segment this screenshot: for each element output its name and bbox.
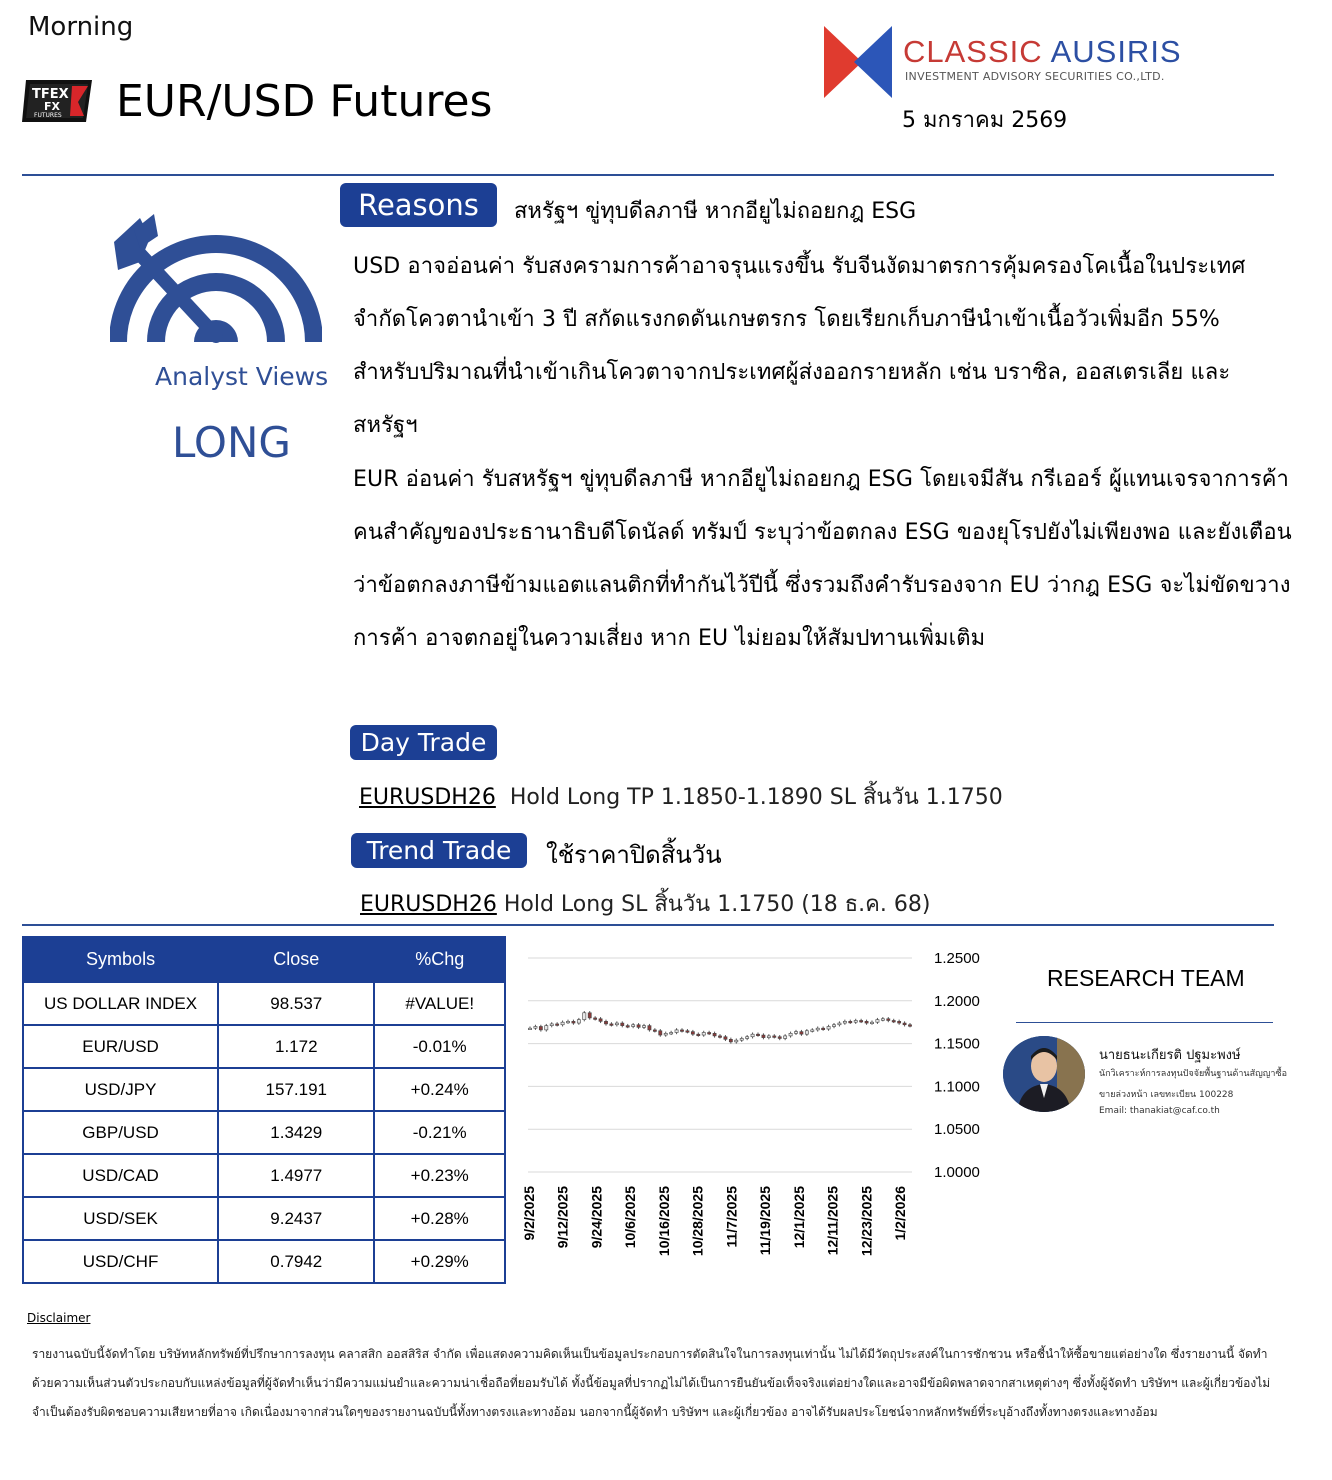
- chart-candle: [816, 1028, 819, 1030]
- chart-candle: [773, 1036, 776, 1038]
- chart-candle: [713, 1033, 716, 1036]
- brand-name-classic: CLASSIC: [903, 34, 1043, 69]
- day-trade-line: [359, 779, 1003, 814]
- svg-text:FUTURES: FUTURES: [34, 112, 62, 119]
- table-row: [23, 1025, 505, 1068]
- chart-candle: [892, 1020, 895, 1022]
- chart-candle: [615, 1023, 618, 1025]
- header-close: Close: [218, 937, 374, 982]
- chart-candle: [767, 1036, 770, 1038]
- analyst-role: นักวิเคราะห์การลงทุนปัจจัยพื้นฐานด้านสัญญาซื้อ: [1099, 1069, 1287, 1079]
- symbol-cell: EUR/USD: [23, 1025, 218, 1068]
- chart-x-axis: [521, 1186, 908, 1256]
- chart-candle: [865, 1021, 868, 1023]
- chart-candle: [860, 1020, 863, 1022]
- trend-trade-note: ใช้ราคาปิดสิ้นวัน: [546, 841, 722, 869]
- chart-candle: [908, 1025, 911, 1027]
- chg-cell: +0.28%: [374, 1197, 505, 1240]
- classic-ausiris-logo-icon: [822, 24, 894, 100]
- chart-candle: [849, 1021, 852, 1023]
- chart-candle: [556, 1024, 559, 1026]
- chart-candle: [691, 1032, 694, 1035]
- close-cell: 98.537: [218, 982, 374, 1025]
- chart-candle: [659, 1031, 662, 1035]
- chart-x-tick-label: 12/23/2025: [858, 1186, 875, 1257]
- chg-cell: -0.21%: [374, 1111, 505, 1154]
- analyst-license: ขายล่วงหน้า เลขทะเบียน 100228: [1099, 1090, 1234, 1100]
- chart-candle: [539, 1026, 542, 1029]
- stance-label: LONG: [172, 418, 291, 467]
- chart-y-tick-label: 1.0500: [934, 1121, 980, 1139]
- chart-candle: [832, 1025, 835, 1027]
- chart-x-tick-label: 9/12/2025: [554, 1186, 571, 1249]
- chart-candle: [838, 1023, 841, 1025]
- chart-candle: [599, 1019, 602, 1022]
- chart-x-tick-label: 9/2/2025: [521, 1186, 537, 1241]
- chart-candle: [528, 1028, 531, 1030]
- chart-x-tick-label: 10/6/2025: [622, 1186, 639, 1249]
- chart-candle: [604, 1021, 607, 1024]
- symbol-cell: US DOLLAR INDEX: [23, 982, 218, 1025]
- table-row: [23, 982, 505, 1025]
- chart-x-tick-label: 10/16/2025: [655, 1186, 672, 1257]
- chart-candle: [898, 1021, 901, 1023]
- chart-candle: [702, 1032, 705, 1035]
- day-trade-symbol: EURUSDH26: [359, 785, 496, 810]
- tfex-logo-icon: [22, 76, 94, 126]
- chart-x-tick-label: 1/2/2026: [892, 1186, 908, 1241]
- chart-candle: [697, 1034, 700, 1036]
- chart-candle: [887, 1019, 890, 1021]
- brand-name: [903, 34, 1182, 70]
- day-trade-text: Hold Long TP 1.1850-1.1890 SL สิ้นวัน 1.1750: [509, 785, 1003, 810]
- table-row: [23, 1240, 505, 1283]
- chart-candle: [822, 1028, 825, 1030]
- trend-trade-text: Hold Long SL สิ้นวัน 1.1750 (18 ธ.ค. 68): [503, 892, 931, 917]
- report-date: 5 มกราคม 2569: [902, 108, 1068, 133]
- chart-y-tick-label: 1.1500: [934, 1035, 980, 1053]
- chg-cell: +0.29%: [374, 1240, 505, 1283]
- chart-y-tick-label: 1.1000: [934, 1078, 980, 1096]
- eur-paragraph: EUR อ่อนค่า รับสหรัฐฯ ขู่ทุบดีลภาษี หากอียูไม่ถอยกฎ ESG โดยเจมีสัน กรีเออร์ ผู้แทนเจรจาการค้าคนสำคัญของประธานาธิบดีโดนัลด์ ทรัมป์ ระบุว่าข้อตกลง ESG ของยุโรปยังไม่เพียงพอ และยังเตือนว่าข้อตกลงภาษีข้ามแอตแลนติกที่ทำกันไว้ปีนี้ ซึ่งรวมถึงคำรับรองจาก EU ว่ากฎ ESG จะไม่ขัดขวางการค้า อาจตกอยู่ในความเสี่ยง หาก EU ไม่ยอมให้สัมปทานเพิ่มเติม: [353, 467, 1292, 651]
- session-label: Morning: [28, 12, 134, 42]
- chart-candle: [664, 1033, 667, 1035]
- disclaimer-title: Disclaimer: [27, 1311, 91, 1325]
- table-row: [23, 1111, 505, 1154]
- chart-candle: [778, 1037, 781, 1039]
- analyst-photo-icon: [1003, 1036, 1085, 1112]
- chart-candle: [854, 1020, 857, 1022]
- chart-candle: [545, 1026, 548, 1030]
- chart-candle: [588, 1013, 591, 1018]
- header-divider: [22, 174, 1274, 176]
- chart-candle: [729, 1039, 732, 1042]
- chart-candle: [708, 1032, 711, 1034]
- chart-candle: [718, 1036, 721, 1038]
- research-divider: [1016, 1022, 1273, 1023]
- chart-series: [528, 1011, 911, 1044]
- chart-x-tick-label: 11/7/2025: [723, 1186, 740, 1248]
- close-cell: 1.3429: [218, 1111, 374, 1154]
- chart-y-tick-label: 1.0000: [934, 1164, 980, 1181]
- chart-y-tick-label: 1.2500: [934, 950, 980, 967]
- target-arrow-icon: [110, 212, 322, 368]
- table-row: [23, 1068, 505, 1111]
- chg-cell: +0.24%: [374, 1068, 505, 1111]
- chart-x-tick-label: 9/24/2025: [588, 1186, 605, 1249]
- chart-candle: [626, 1026, 629, 1028]
- symbol-cell: USD/CHF: [23, 1240, 218, 1283]
- chart-candle: [583, 1013, 586, 1020]
- chart-candle: [577, 1020, 580, 1023]
- chart-candle: [566, 1021, 569, 1023]
- chart-candle: [572, 1021, 575, 1023]
- chart-candle: [881, 1019, 884, 1021]
- disclaimer-text: รายงานฉบับนี้จัดทำโดย บริษัทหลักทรัพย์ที่ปรึกษาการลงทุน คลาสสิก ออสสิริส จำกัด เพื่อแสดงความคิดเห็นเป็นข้อมูลประกอบการตัดสินใจในการลงทุนเท่านั้น ไม่ได้มีวัตถุประสงค์ในการชักชวน หรือชี้นำให้ซื้อขายแต่อย่างใด ซึ่งรายงานนี้ จัดทำด้วยความเห็นส่วนตัวประกอบกับแหล่งข้อมูลที่ผู้จัดทำเห็นว่ามีความแม่นยำและความน่าเชื่อถือที่ยอมรับได้ ทั้งนี้ข้อมูลที่ปรากฏไม่ได้เป็นการยืนยันข้อเท็จจริงแต่อย่างใดและอาจมีข้อผิดพลาดจากสาเหตุต่างๆ ซึ่งทั้งผู้จัดทำ บริษัทฯ และผู้เกี่ยวข้องไม่จำเป็นต้องรับผิดชอบความเสียหายที่อาจ เกิดเนื่องมาจากส่วนใดๆของรายงานฉบับนี้ทั้งทางตรงและทางอ้อม นอกจากนี้ผู้จัดทำ บริษัทฯ และผู้เกี่ยวข้อง อาจได้รับผลประโยชน์จากหลักทรัพย์ที่ระบุอ้างถึงทั้งทางตรงและทางอ้อม: [32, 1347, 1271, 1419]
- chart-candle: [870, 1022, 873, 1024]
- chart-candle: [756, 1034, 759, 1036]
- chart-candle: [903, 1023, 906, 1025]
- chg-cell: #VALUE!: [374, 982, 505, 1025]
- chart-candle: [610, 1024, 613, 1026]
- research-team-title: RESEARCH TEAM: [1047, 965, 1245, 991]
- trend-trade-line: [360, 886, 930, 921]
- chart-candle: [827, 1026, 830, 1029]
- chart-candle: [811, 1030, 814, 1032]
- chart-candle: [675, 1030, 678, 1033]
- chart-candle: [561, 1022, 564, 1025]
- chart-candle: [632, 1025, 635, 1027]
- chart-candle: [762, 1035, 765, 1038]
- brand-name-ausiris: AUSIRIS: [1050, 34, 1182, 69]
- page-title: EUR/USD Futures: [116, 76, 493, 127]
- chart-candle: [740, 1038, 743, 1040]
- svg-text:TFEX: TFEX: [32, 87, 69, 102]
- close-cell: 1.4977: [218, 1154, 374, 1197]
- reasons-label: Reasons: [340, 183, 497, 227]
- chart-x-tick-label: 10/28/2025: [689, 1186, 706, 1257]
- close-cell: 157.191: [218, 1068, 374, 1111]
- symbol-cell: GBP/USD: [23, 1111, 218, 1154]
- chart-candle: [670, 1032, 673, 1034]
- chart-candle: [686, 1031, 689, 1033]
- chart-candle: [794, 1032, 797, 1034]
- close-cell: 9.2437: [218, 1197, 374, 1240]
- analyst-views-label: Analyst Views: [155, 362, 329, 391]
- chart-candle: [550, 1024, 553, 1026]
- chart-y-axis: [934, 950, 980, 1181]
- chg-cell: +0.23%: [374, 1154, 505, 1197]
- content-divider: [22, 924, 1274, 926]
- table-row: [23, 1154, 505, 1197]
- chart-candle: [784, 1036, 787, 1039]
- analyst-email: Email: thanakiat@caf.co.th: [1099, 1106, 1220, 1116]
- close-cell: 0.7942: [218, 1240, 374, 1283]
- chart-candle: [789, 1033, 792, 1036]
- table-row: [23, 1197, 505, 1240]
- symbol-cell: USD/SEK: [23, 1197, 218, 1240]
- chart-grid: [528, 958, 912, 1172]
- chart-candle: [637, 1025, 640, 1028]
- day-trade-label: Day Trade: [350, 725, 497, 760]
- chart-candle: [534, 1026, 537, 1028]
- chart-x-tick-label: 12/11/2025: [824, 1186, 841, 1256]
- header-chg: %Chg: [374, 937, 505, 982]
- price-chart: [512, 940, 992, 1270]
- chart-candle: [751, 1034, 754, 1037]
- analyst-name: นายธนะเกียรติ ปฐมะพงษ์: [1099, 1048, 1241, 1063]
- header-symbols: Symbols: [23, 937, 218, 982]
- chart-candle: [653, 1030, 656, 1032]
- trend-trade-symbol: EURUSDH26: [360, 892, 497, 917]
- reasons-headline: สหรัฐฯ ขู่ทุบดีลภาษี หากอียูไม่ถอยกฎ ESG: [514, 199, 917, 224]
- chart-candle: [642, 1026, 645, 1028]
- close-cell: 1.172: [218, 1025, 374, 1068]
- table-header-row: [23, 937, 505, 982]
- chart-x-tick-label: 12/1/2025: [790, 1186, 807, 1249]
- chart-candle: [680, 1030, 683, 1032]
- chart-candle: [621, 1023, 624, 1026]
- chart-candle: [724, 1037, 727, 1040]
- trend-trade-label: Trend Trade: [351, 833, 527, 868]
- chart-candle: [746, 1037, 749, 1039]
- usd-paragraph: USD อาจอ่อนค่า รับสงครามการค้าอาจรุนแรงขึ้น รับจีนงัดมาตรการคุ้มครองโคเนื้อในประเทศ จำกัดโควตานำเข้า 3 ปี สกัดแรงกดดันเกษตรกร โดยเรียกเก็บภาษีนำเข้าเนื้อวัวเพิ่มอีก 55% สำหรับปริมาณที่นำเข้าเกินโควตาจากประเทศผู้ส่งออกรายหลัก เช่น บราซิล, ออสเตรเลีย และสหรัฐฯ: [353, 254, 1246, 438]
- symbol-cell: USD/CAD: [23, 1154, 218, 1197]
- chart-candle: [843, 1021, 846, 1023]
- svg-text:FX: FX: [44, 100, 60, 113]
- chart-x-tick-label: 11/19/2025: [757, 1186, 774, 1256]
- brand-subtitle: INVESTMENT ADVISORY SECURITIES CO.,LTD.: [905, 70, 1165, 83]
- chart-candle: [594, 1018, 597, 1020]
- market-table: [22, 936, 506, 1284]
- chart-candle: [735, 1040, 738, 1042]
- chart-candle: [648, 1026, 651, 1030]
- chg-cell: -0.01%: [374, 1025, 505, 1068]
- chart-candle: [805, 1031, 808, 1034]
- symbol-cell: USD/JPY: [23, 1068, 218, 1111]
- chart-candle: [800, 1032, 803, 1035]
- chart-y-tick-label: 1.2000: [934, 992, 980, 1010]
- chart-candle: [876, 1020, 879, 1023]
